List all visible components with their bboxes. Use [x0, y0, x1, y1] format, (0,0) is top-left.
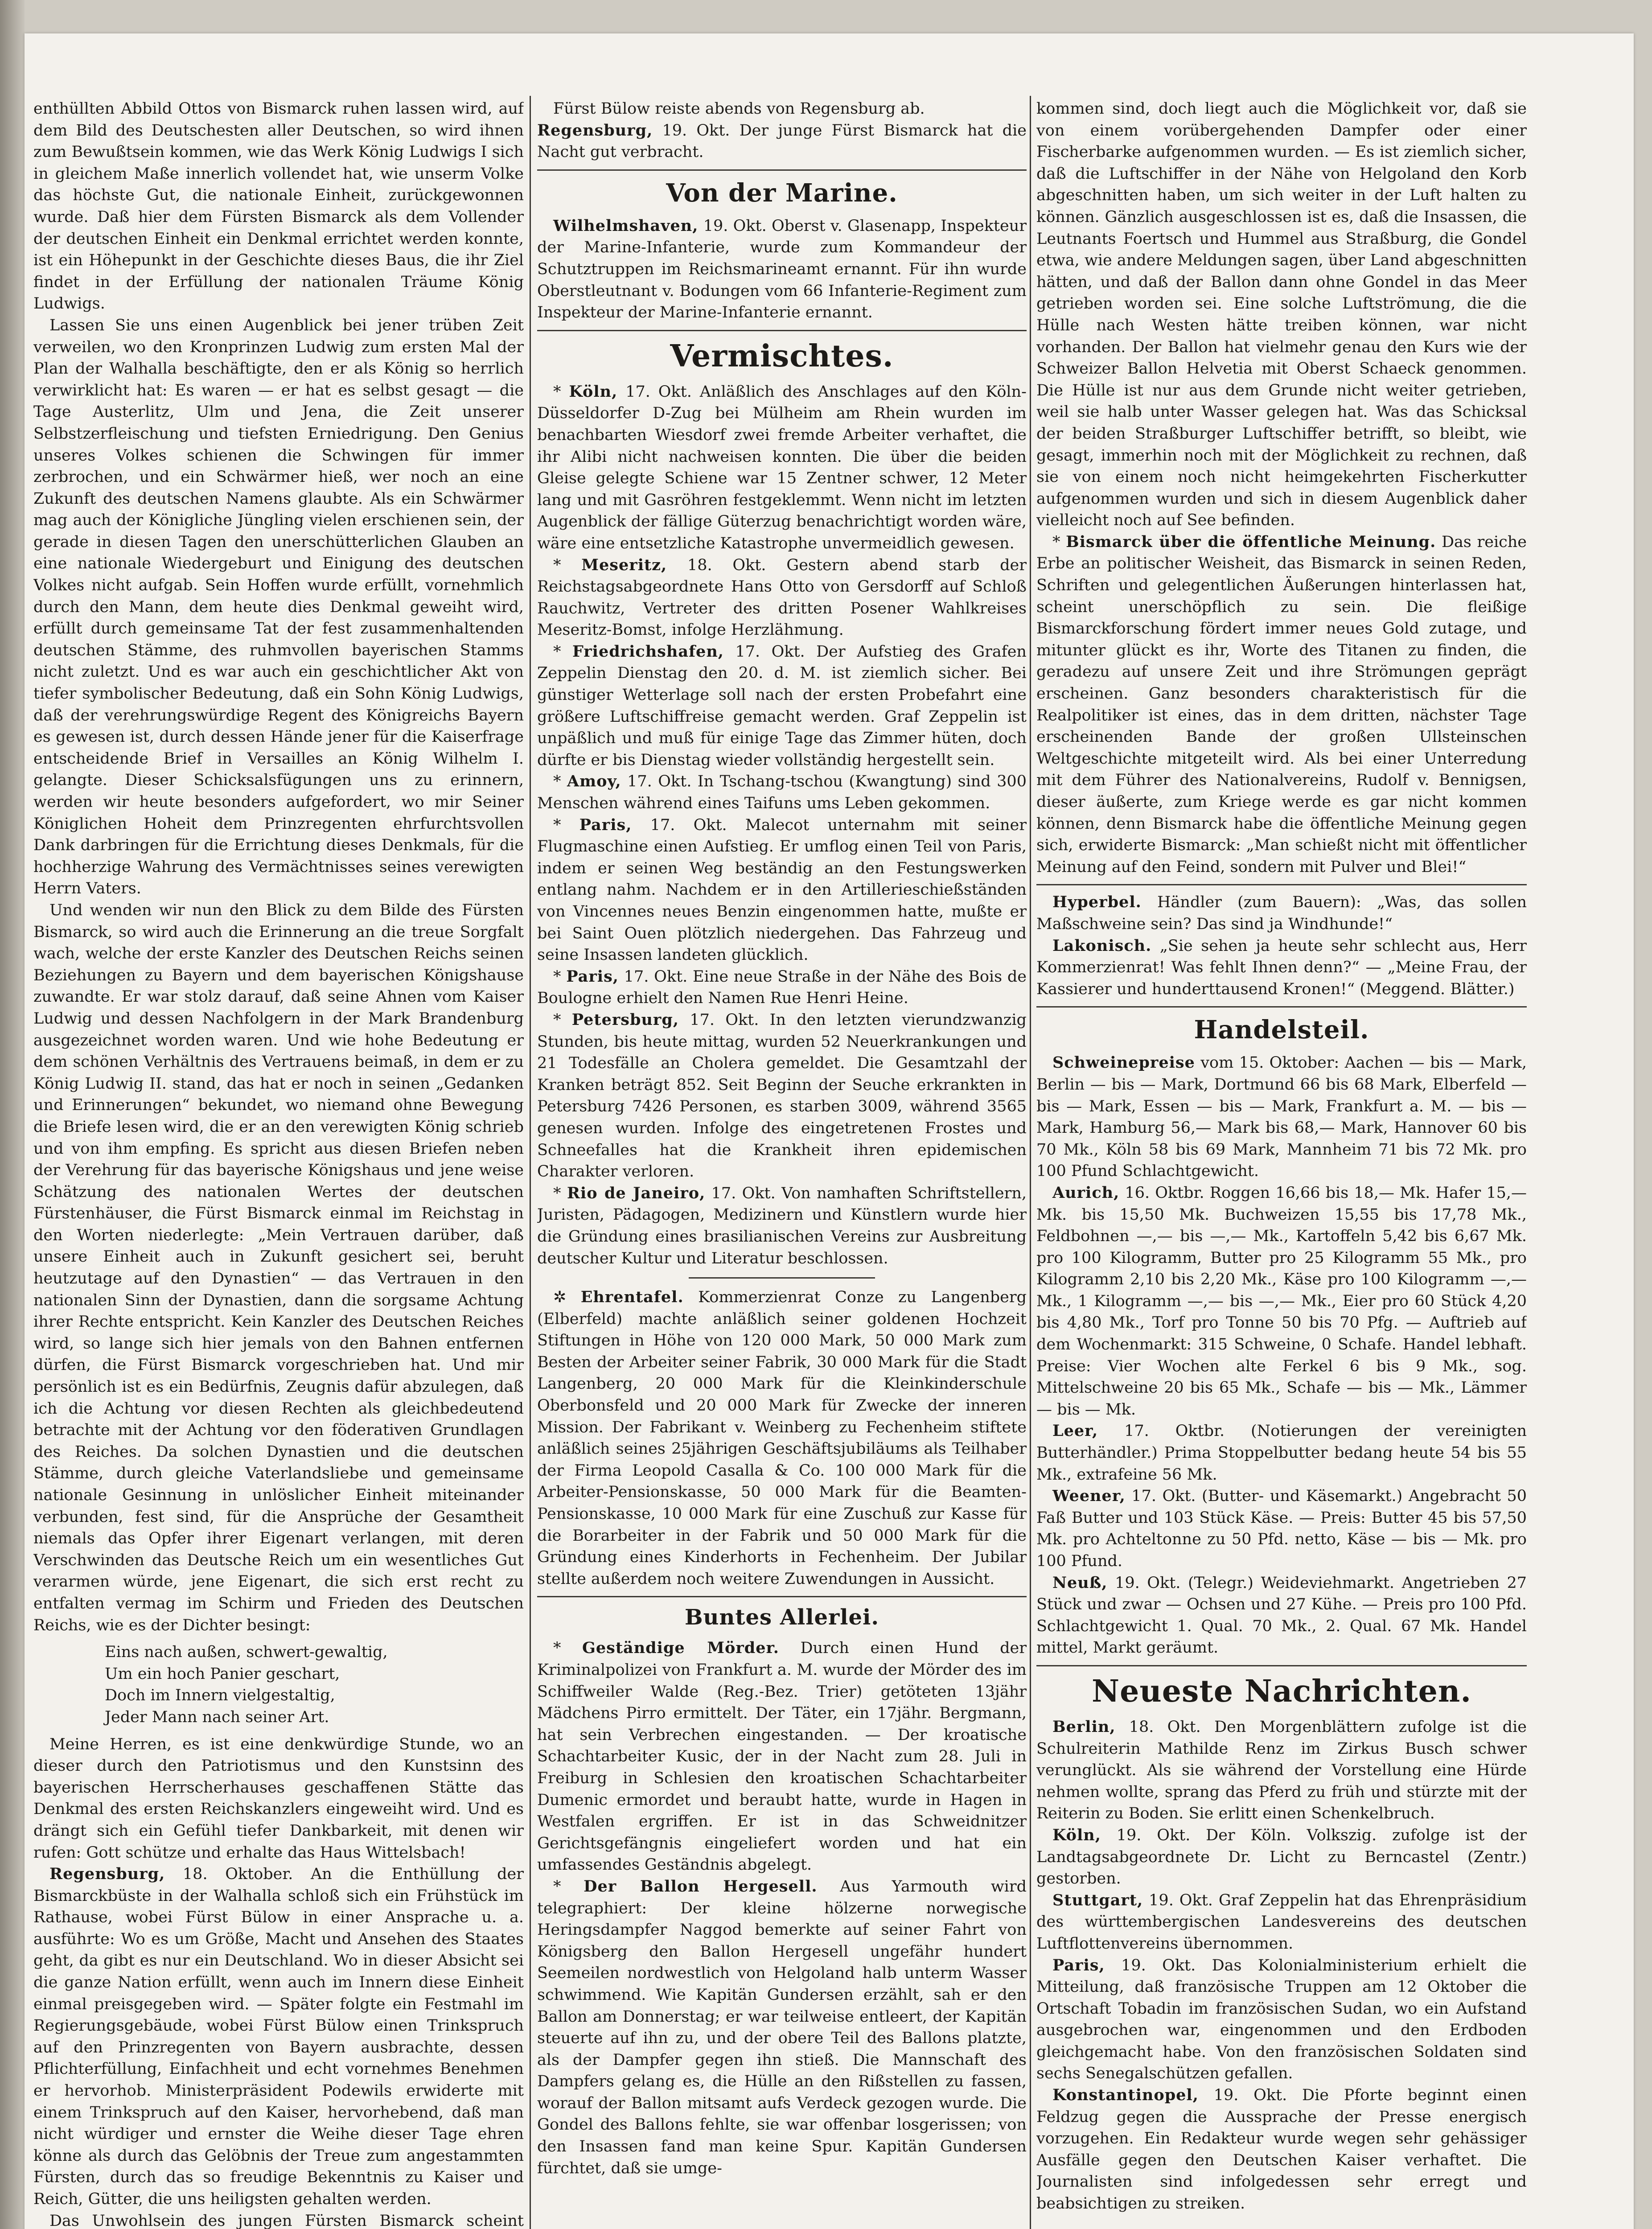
item-lead: Meseritz, [581, 555, 667, 574]
item-text: 19. Okt. Der junge Fürst Bismarck hat die Nacht gut verbracht. [537, 121, 1027, 161]
poem-line: Doch im Innern vielgestaltig, [105, 1686, 335, 1705]
item-lead: Amoy, [567, 772, 621, 791]
item-lead: Rio de Janeiro, [567, 1184, 706, 1202]
poem [105, 1641, 524, 1728]
column-rule [1030, 96, 1031, 2229]
news-item: * Paris, 17. Okt. Malecot unternahm mit seiner Flugmaschine einen Aufstieg. Er umflog einen Teil von Paris, indem er seinen Weg beständig an den Festungswerken entlang nahm. Nachdem er in den Artillerieschießständen von Vincennes neues Benzin eingenommen hatte, mußte er bei Saint Ouen plötzlich niedergehen. Das Fahrzeug und seine Insassen landeten glücklich. [537, 815, 1027, 964]
item-lead: Stuttgart, [1052, 1891, 1143, 1909]
item-text: 17. Okt. Von namhaften Schriftstellern, Juristen, Pädagogen, Medizinern und Künstlern wurde hier die Gründung eines brasilianischen Vereins zur Ausbreitung deutscher Kultur und Literatur beschlossen. [537, 1184, 1027, 1267]
item-lead: Geständige Mörder. [582, 1639, 779, 1657]
market-item [1036, 1572, 1527, 1659]
news-item [1036, 2085, 1527, 2215]
joke-item [1036, 935, 1527, 1000]
section-rule [1036, 1665, 1527, 1666]
paragraph: Fürst Bülow reiste abends von Regensburg ab. [553, 100, 925, 118]
news-item [1036, 1890, 1527, 1955]
item-lead: Aurich, [1052, 1183, 1120, 1202]
item-lead: Paris, [1052, 1956, 1105, 1974]
news-item: * Paris, 17. Okt. Eine neue Straße in der Nähe des Bois de Boulogne erhielt den Namen Rue Henri Heine. [537, 967, 1027, 1008]
item-text: Das reiche Erbe an politischer Weisheit, das Bismarck in seinen Reden, Schriften und gelegentlichen Äußerungen hinterlassen hat, scheint unerschöpflich zu sein. Die fleißige Bismarckforschung fördert immer neues Gold zutage, und mitunter glückt es ihr, Worte des Titanen zu finden, die geradezu auf unsere Zeit und ihre Strömungen geprägt erscheinen. Ganz besonders charakteristisch für die Realpolitiker ist eines, das in dem dritten, nächster Tage erscheinenden Bande der großen Ullsteinschen Weltgeschichte mitgeteilt wird. Als bei einer Unterredung mit dem Führer des Nationalvereins, Rudolf v. Bennigsen, dieser äußerte, zum Kriege werde es gar nicht kommen können, denn Bismarck habe die öffentliche Meinung gegen sich, erwiderte Bismarck: „Man schießt nicht mit öffentlicher Meinung auf den Feind, sondern mit Pulver und Blei!“ [1036, 533, 1527, 876]
news-item: * Der Ballon Hergesell. Aus Yarmouth wird telegraphiert: Der kleine hölzerne norwegische Heringsdampfer Naggod bemerkte auf seiner Fahrt von Königsberg den Ballon Hergesell ungefähr hundert Seemeilen nordwestlich von Helgoland halb unterm Wasser schwimmend. Wie Kapitän Gundersen erzählt, sah er den Ballon am Donnerstag; er war teilweise entleert, der Kapitän steuerte auf ihn zu, und der obere Teil des Ballons platzte, als der Dampfer gegen ihn stieß. Die Mannschaft des Dampfers gelang es, die Hülle an den Rißstellen zu fassen, worauf der Ballon mitsamt aufs Verdeck gezogen wurde. Die Gondel des Ballons fehlte, sie war offenbar losgerissen; von den Insassen fand man keine Spur. Kapitän Gundersen fürchtet, daß sie umge- [537, 1877, 1027, 2177]
section-title: Buntes Allerlei. [684, 1605, 879, 1630]
item-text: Händler (zum Bauern): „Was, das sollen Maßschweine sein? Das sind ja Windhunde!“ [1036, 893, 1527, 933]
item-text: 17. Okt. In Tschang-tschou (Kwangtung) sind 300 Menschen während eines Taifuns ums Leben gekommen. [537, 773, 1027, 813]
item-lead: Petersburg, [571, 1010, 679, 1029]
item-text: 17. Okt. Eine neue Straße in der Nähe des Bois de Boulogne erhielt den Namen Rue Henri Heine. [537, 967, 1027, 1008]
binding-edge [0, 0, 25, 2229]
market-item [1036, 1420, 1527, 1485]
item-lead: Berlin, [1052, 1717, 1116, 1736]
news-item: * Amoy, 17. Okt. In Tschang-tschou (Kwangtung) sind 300 Menschen während eines Taifuns ums Leben gekommen. [537, 772, 1027, 813]
item-text: Aus Yarmouth wird telegraphiert: Der kleine hölzerne norwegische Heringsdampfer Naggod bemerkte auf seiner Fahrt von Königsberg den Ballon Hergesell ungefähr hundert Seemeilen nordwestlich von Helgoland halb unterm Wasser schwimmend. Wie Kapitän Gundersen erzählt, sah er den Ballon am Donnerstag; er war teilweise entleert, der Kapitän steuerte auf ihn zu, und der obere Teil des Ballons platzte, als der Dampfer gegen ihn stieß. Die Mannschaft des Dampfers gelang es, die Hülle an den Rißstellen zu fassen, worauf der Ballon mitsamt aufs Verdeck gezogen wurde. Die Gondel des Ballons fehlte, sie war offenbar losgerissen; von den Insassen fand man keine Spur. Kapitän Gundersen fürchtet, daß sie umge- [537, 1877, 1027, 2177]
item-text: Kommerzienrat Conze zu Langenberg (Elberfeld) machte anläßlich seiner goldenen Hochzeit Stiftungen in Höhe von 120 000 Mark, 50 000 Mark zum Besten der Arbeiter seiner Fabrik, 30 000 Mark für die Stadt Langenberg, 20 000 Mark für die Kleinkinderschule Oberbonsfeld und 20 000 Mark für Zwecke der inneren Mission. Der Fabrikant v. Weinberg zu Fechenheim stiftete anläßlich seines 25jährigen Geschäftsjubiläums als Teilhaber der Firma Leopold Casalla & Co. 100 000 Mark für die Arbeiter-Pensionskasse, 50 000 Mark für die Beamten-Pensionskasse, 10 000 Mark für eine Zuschuß zur Kasse für die Borarbeiter in der Fabrik und 50 000 Mark für die Gründung eines Kinderhorts in Fechenheim. Der Jubilar stellte außerdem noch weitere Zuwendungen in Aussicht. [537, 1288, 1027, 1588]
poem-line: Jeder Mann nach seiner Art. [105, 1708, 329, 1726]
item-lead: Köln, [569, 382, 618, 401]
item-lead: Paris, [579, 815, 632, 834]
item-lead: Lakonisch. [1052, 936, 1152, 955]
paragraph: kommen sind, doch liegt auch die Möglichkeit vor, daß sie von einem vorübergehenden Dampfer oder einer Fischerbarke aufgenommen wurden. — Es ist ziemlich sicher, daß die Luftschiffer in der Nähe von Helgoland den Korb abgeschnitten haben, um sich weiter in der Luft halten zu können. Gänzlich ausgeschlossen ist es, daß die Insassen, die Leutnants Foertsch und Hummel aus Straßburg, die Gondel etwa, wie andere Meldungen sagen, über Land abgeschnitten hätten, und daß der Ballon dann ohne Gondel in das Meer getrieben worden sei. Eine solche Luftströmung, die die Hülle nach Westen hätte treiben können, war nicht vorhanden. Der Ballon hat vielmehr genau den Kurs wie der Schweizer Ballon Helvetia mit Oberst Schaeck genommen. Die Hülle ist nur aus dem Grunde nicht weiter getrieben, weil sie halb unter Wasser gelegen hat. Was das Schicksal der beiden Straßburger Luftschiffer betrifft, so bleibt, wie gesagt, immerhin noch mit der Möglichkeit zu rechnen, daß sie von einem noch nicht heimgekehrten Fischerkutter aufgenommen wurden und sich in diesem Augenblick daher vielleicht noch auf See befinden. [1036, 100, 1527, 530]
item-text: 19. Okt. Oberst v. Glasenapp, Inspekteur der Marine-Infanterie, wurde zum Kommandeur der Schutztruppen im Reichsmarineamt ernannt. Für ihn wurde Oberstleutnant v. Bodungen vom 66 Infanterie-Regiment zum Inspekteur der Marine-Infanterie ernannt. [537, 217, 1027, 322]
item-text: 18. Oktober. An die Enthüllung der Bismarckbüste in der Walhalla schloß sich ein Frühstück im Rathause, wobei Fürst Bülow in einer Ansprache u. a. ausführte: Wo es um Größe, Macht und Ansehen des Staates geht, da gibt es nur ein Deutschland. Wo in dieser Absicht sei die ganze Nation erfüllt, wenn auch im Innern diese Einheit einmal preisgegeben wird. — Später folgte ein Festmahl im Regierungsgebäude, wobei Fürst Bülow einen Trinkspruch auf den Prinzregenten von Bayern ausbrachte, dessen Pflichterfüllung, Einfachheit und echt vornehmes Benehmen er hervorhob. Ministerpräsident Podewils erwiderte mit einem Trinkspruch auf den Kaiser, hervorhebend, daß man nicht würdiger und ernster die Weihe dieser Tage ehren könne als durch das Gelöbnis der Treue zum angestammten Fürsten, durch das so freudige Bekenntnis zu Kaiser und Reich, Gütter, die uns heiligsten gehalten werden. [33, 1865, 524, 2208]
star-icon: ✲ [553, 1288, 567, 1307]
paragraph: Und wenden wir nun den Blick zu dem Bilde des Fürsten Bismarck, so wird auch die Erinnerung an die treue Sorgfalt wach, welche der erste Kanzler des Deutschen Reichs seinen Beziehungen zu Bayern und dem bayerischen Königshause zuwandte. Er war stolz darauf, daß seine Ahnen vom Kaiser Ludwig und dessen Nachfolgern in der Mark Brandenburg ausgezeichnet worden waren. Und wie hohe Bedeutung er dem schönen Verhältnis des Vertrauens beimaß, in dem er zu König Ludwig II. stand, das hat er noch in seinen „Gedanken und Erinnerungen“ bekundet, wo niemand ohne Bewegung die Briefe lesen wird, die er an den verewigten König schrieb und von ihm empfing. Es spricht aus diesen Briefen neben der Verehrung für das bayerische Königshaus und jene weise Schätzung des nationalen Wertes der deutschen Fürstenhäuser, die Fürst Bismarck einmal im Reichstag in den Worten niederlegte: „Mein Vertrauen darüber, daß unsere Einheit auch in Zukunft gesichert sei, beruht heutzutage auf den Dynastien“ — das Vertrauen in den nationalen Sinn der Dynastien, dann die sorgsame Achtung ihrer Rechte entspricht. Kein Kanzler des Deutschen Reiches wird, so lange sich hier jemals von den Bahnen entfernen dürfen, die Fürst Bismarck vorgeschrieben hat. Und mir persönlich ist es ein Bedürfnis, Zeugnis dafür abzulegen, daß ich die Achtung vor diesen Rechten als gleichbedeutend betrachte mit der Achtung vor den föderativen Grundlagen des Reiches. Da solchen Dynastien und die deutschen Stämme, durch gleiche Vaterlandsliebe und gemeinsame nationale Gesinnung in unlöslicher Einheit miteinander verbunden, fest sind, für die Ansprüche der Gesamtheit niemals das Opfer ihrer Eigenart verlangen, mit deren Verschwinden das Deutsche Reich um ein wesentliches Gut verarmen würde, jene Eigenart, die sich erst recht zu entfalten vermag im Schirm und Frieden des Deutschen Reichs, wie es der Dichter besingt: [33, 901, 524, 1634]
item-lead: Ehrentafel. [580, 1288, 684, 1307]
item-lead: Bismarck über die öffentliche Meinung. [1066, 532, 1436, 551]
item-text: „Sie sehen ja heute sehr schlecht aus, Herr Kommerzienrat! Was fehlt Ihnen denn?“ — „Meine Frau, der Kassierer und hunderttausend Kronen!“ (Meggend. Blätter.) [1036, 937, 1527, 998]
item-lead: Konstantinopel, [1052, 2086, 1199, 2105]
column-3 [1036, 98, 1527, 2229]
news-item: * Friedrichshafen, 17. Okt. Der Aufstieg des Grafen Zeppelin Dienstag den 20. d. M. ist ziemlich sicher. Bei günstiger Wetterlage soll nach der ersten Probefahrt eine größere Luftschiffreise gemacht werden. Graf Zeppelin ist unpäßlich und muß für einige Tage das Zimmer hüten, doch dürfte er bis Dienstag wieder vollständig hergestellt sein. [537, 642, 1027, 769]
item-text: 17. Okt. (Butter- und Käsemarkt.) Angebracht 50 Faß Butter und 103 Stück Käse. — Preis: Butter 45 bis 57,50 Mk. pro Achteltonne zu 50 Pfd. netto, Käse — bis — Mk. pro 100 Pfund. [1036, 1487, 1527, 1570]
section-rule [1036, 884, 1527, 885]
item-text: vom 15. Oktober: Aachen — bis — Mark, Berlin — bis — Mark, Dortmund 66 bis 68 Mark, Elberfeld — bis — Mark, Essen — bis — Mark, Frankfurt a. M. — bis — Mark, Hamburg 56,— Mark bis 68,— Mark, Hannover 60 bis 70 Mk., Köln 58 bis 69 Mark, Mannheim 71 bis 72 Mk. pro 100 Pfund Schlachtgewicht. [1036, 1054, 1527, 1180]
news-item: * Köln, 17. Okt. Anläßlich des Anschlages auf den Köln-Düsseldorfer D-Zug bei Mülheim am Rhein wurden im benachbarten Wiesdorf zwei fremde Arbeiter verhaftet, die ihr Alibi nicht nachweisen konnten. Die über die beiden Gleise gelegte Schiene war 15 Zentner schwer, 12 Meter lang und mit Gasröhren festgeklemmt. Wenn nicht im letzten Augenblick der fällige Güterzug benachrichtigt worden wäre, wäre eine entsetzliche Katastrophe unvermeidlich gewesen. [537, 382, 1027, 552]
item-text: 19. Okt. Die Pforte beginnt einen Feldzug gegen die Aussprache der Presse energisch vorzugehen. Ein Redakteur wurde wegen sehr gehässiger Ausfälle gegen den Deutschen Kaiser verhaftet. Die Journalisten sind infolgedessen sehr erregt und beabsichtigen zu streiken. [1036, 2086, 1527, 2213]
item-lead: Schweinepreise [1052, 1053, 1195, 1072]
joke-item [1036, 892, 1527, 935]
item-lead: Köln, [1052, 1826, 1101, 1844]
item-lead: Paris, [566, 967, 619, 986]
news-item [1036, 1716, 1527, 1825]
item-text: 19. Okt. (Telegr.) Weideviehmarkt. Angetrieben 27 Stück und zwar — Ochsen und 27 Kühe. — Preis pro 100 Pfd. Schlachtgewicht 1. Qual. 70 Mk., 2. Qual. 67 Mk. Handel mittel, Markt geräumt. [1036, 1574, 1527, 1657]
item-text: 19. Okt. Der Köln. Volkszig. zufolge ist der Landtagsabgeordnete Dr. Licht zu Berncastel (Zentr.) gestorben. [1036, 1826, 1527, 1888]
section-rule [537, 169, 1027, 171]
section-rule [537, 330, 1027, 331]
news-item [537, 1287, 1027, 1590]
item-text: 17. Okt. Malecot unternahm mit seiner Flugmaschine einen Aufstieg. Er umflog einen Teil von Paris, indem er seinen Weg beständig an den Festungswerken entlang nahm. Nachdem er in den Artillerieschießständen von Vincennes neues Benzin eingenommen hatte, mußte er bei Saint Ouen plötzlich niedergehen. Das Fahrzeug und seine Insassen landeten glücklich. [537, 816, 1027, 964]
item-text: 19. Okt. Das Kolonialministerium erhielt die Mitteilung, daß französische Truppen am 12 Oktober die Ortschaft Tobadin im französischen Sudan, wo ein Aufstand ausgebrochen war, eingenommen und den Erdboden gleichgemacht habe. Von den französischen Soldaten sind sechs Senegalschützen gefallen. [1036, 1956, 1527, 2083]
section-title: Neueste Nachrichten. [1091, 1673, 1472, 1709]
item-lead: Regensburg, [49, 1865, 165, 1884]
column-2 [537, 98, 1027, 2229]
item-text: 17. Okt. Der Aufstieg des Grafen Zeppelin Dienstag den 20. d. M. ist ziemlich sicher. Bei günstiger Wetterlage soll nach der ersten Probefahrt eine größere Luftschiffreise gemacht werden. Graf Zeppelin ist unpäßlich und muß für einige Tage das Zimmer hüten, doch dürfte er bis Dienstag wieder vollständig hergestellt sein. [537, 642, 1027, 769]
item-lead: Wilhelmshaven, [553, 216, 699, 235]
market-item [1036, 1052, 1527, 1182]
item-lead: Weener, [1052, 1487, 1126, 1505]
news-item [537, 120, 1027, 163]
newspaper-page [25, 33, 1634, 2229]
item-lead: Hyperbel. [1052, 893, 1142, 912]
news-item: * Rio de Janeiro, 17. Okt. Von namhaften Schriftstellern, Juristen, Pädagogen, Medizinern und Künstlern wurde hier die Gründung eines brasilianischen Vereins zur Ausbreitung deutscher Kultur und Literatur beschlossen. [537, 1184, 1027, 1267]
item-lead: Leer, [1052, 1422, 1098, 1440]
paragraph: Das Unwohlsein des jungen Fürsten Bismarck scheint [49, 2212, 524, 2229]
news-item: * Meseritz, 18. Okt. Gestern abend starb der Reichstagsabgeordnete Hans Otto von Gersdorff auf Schloß Rauchwitz, Vertreter des dritten Posener Wahlkreises Meseritz-Bomst, infolge Herzlähmung. [537, 555, 1027, 639]
section-title: Handelsteil. [1194, 1015, 1369, 1045]
paragraph: Meine Herren, es ist eine denkwürdige Stunde, wo an dieser durch den Patriotismus und den Kunstsinn des bayerischen Herrscherhauses geschaffenen Stätte das Denkmal des ersten Reichskanzlers eingeweiht wird. Und es drängt sich ein Gefühl tiefer Dankbarkeit, mit denen wir rufen: Gott schütze und erhalte das Haus Wittelsbach! [33, 1735, 524, 1862]
section-title: Vermischtes. [670, 338, 894, 374]
market-item [1036, 1182, 1527, 1421]
item-lead: Regensburg, [537, 121, 653, 140]
poem-line: Eins nach außen, schwert-gewaltig, [105, 1643, 388, 1661]
item-lead: Friedrichshafen, [572, 642, 724, 661]
section-rule [1036, 1006, 1527, 1008]
paragraph: Lassen Sie uns einen Augenblick bei jener trüben Zeit verweilen, wo den Kronprinzen Ludwig zum ersten Mal der Plan der Walhalla beschäftigte, den er als König so herrlich verwirklicht hat: Es waren — er hat es selbst gesagt — die Tage Austerlitz, Ulm und Jena, die Zeit unserer Selbstzerfleischung und tiefsten Erniedrigung. Den Genius unseres Volkes schienen die Schwingen für immer zerbrochen, und ein Schwärmer hieß, wer noch an eine Zukunft des deutschen Namens glaubte. Als ein Schwärmer mag auch der Königliche Jüngling vielen erschienen sein, der gerade in diesen Tagen den unerschütterlichen Glauben an eine nationale Wiedergeburt und Einigung des deutschen Volkes nicht aufgab. Sein Hoffen wurde erfüllt, vornehmlich durch den Mann, dem heute dies Denkmal geweiht wird, erfüllt durch gemeinsame Tat der fest zusammenhaltenden deutschen Stämme, des ruhmvollen bayerischen Stamms nicht zuletzt. Und es war auch ein geschichtlicher Akt von tiefer symbolischer Bedeutung, daß ein Sohn König Ludwigs, daß der verehrungswürdige Regent des Königreichs Bayern es gewesen ist, durch dessen Hände jener für die Kaiserfrage entscheidende Brief in Versailles an König Wilhelm I. gelangte. Dieser Schicksalsfügungen uns zu erinnern, werden wir heute besonders aufgefordert, wo mir Seiner Königlichen Hoheit dem Prinzregenten ehrfurchtsvollen Dank darbringen für die Errichtung dieses Denkmals, für die hochherzige Wahrung des Vermächtnisses seines verewigten Herrn Vaters. [33, 316, 524, 898]
news-item [1036, 1825, 1527, 1890]
item-text: 18. Okt. Gestern abend starb der Reichstagsabgeordnete Hans Otto von Gersdorff auf Schloß Rauchwitz, Vertreter des dritten Posener Wahlkreises Meseritz-Bomst, infolge Herzlähmung. [537, 556, 1027, 639]
item-lead: Der Ballon Hergesell. [584, 1877, 818, 1896]
paragraph: enthüllten Abbild Ottos von Bismarck ruhen lassen wird, auf dem Bild des Deutschesten aller Deutschen, so wird ihnen zum Bewußtsein kommen, wie das Werk König Ludwigs I sich in gleichem Maße innerlich vollendet hat, wie unserm Volke das höchste Gut, die nationale Einheit, zurückgewonnen wurde. Daß hier dem Fürsten Bismarck als dem Vollender der deutschen Einheit ein Denkmal errichtet werden konnte, ist ein Höhepunkt in der Geschichte dieses Baus, die ihr Ziel findet in der Erfüllung der nationalen Träume König Ludwigs. [33, 100, 524, 313]
section-rule [537, 1596, 1027, 1597]
item-text: Durch einen Hund der Kriminalpolizei von Frankfurt a. M. wurde der Mörder des im Schiffweiler Walde (Reg.-Bez. Trier) getöteten 13jähr Mädchens Pirro ermittelt. Der Täter, ein 17jähr. Bergmann, hat sein Verbrechen eingestanden. — Der kroatische Schachtarbeiter Kusic, der in der Nacht zum 28. Juli in Freiburg in Schlesien den kroatischen Schachtarbeiter Dumenic ermordet und beraubt hatte, wurde in Hagen in Westfalen ergriffen. Er ist in das Schweidnitzer Gerichtsgefängnis eingeliefert worden und hat ein umfassendes Geständnis abgelegt. [537, 1639, 1027, 1874]
short-rule [689, 1277, 875, 1279]
section-title: Von der Marine. [666, 178, 898, 208]
news-item [537, 215, 1027, 324]
item-text: 17. Okt. Anläßlich des Anschlages auf den Köln-Düsseldorfer D-Zug bei Mülheim am Rhein wurden im benachbarten Wiesdorf zwei fremde Arbeiter verhaftet, die ihr Alibi nicht nachweisen konnten. Die über die beiden Gleise gelegte Schiene war 15 Zentner schwer, 12 Meter lang und mit Gasröhren festgeklemmt. Wenn nicht im letzten Augenblick der fällige Güterzug benachrichtigt worden wäre, wäre eine entsetzliche Katastrophe unvermeidlich gewesen. [537, 382, 1027, 552]
column-rule [530, 96, 531, 2229]
item-text: 19. Okt. Graf Zeppelin hat das Ehrenpräsidium des württembergischen Landesvereins des deutschen Luftflottenvereins übernommen. [1036, 1891, 1527, 1953]
item-lead: Neuß, [1052, 1573, 1108, 1592]
news-item: * Petersburg, 17. Okt. In den letzten vierundzwanzig Stunden, bis heute mittag, wurden 52 Neuerkrankungen und 21 Todesfälle an Cholera gemeldet. Die Gesamtzahl der Kranken beträgt 852. Seit Beginn der Seuche erkrankten in Petersburg 7426 Personen, es starben 3009, während 3565 genesen wurden. Infolge des eingetretenen Frostes und Schneefalles hat die Krankheit ihren epidemischen Charakter verloren. [537, 1010, 1027, 1181]
poem-line: Um ein hoch Panier geschart, [105, 1665, 340, 1683]
market-item [1036, 1485, 1527, 1572]
news-item: * Bismarck über die öffentliche Meinung. Das reiche Erbe an politischer Weisheit, das Bismarck in seinen Reden, Schriften und gelegentlichen Äußerungen hinterlassen hat, scheint unerschöpflich zu sein. Die fleißige Bismarckforschung fördert immer neues Gold zutage, und mitunter glückt es ihr, Worte des Titanen zu finden, die geradezu auf unsere Zeit und ihre Strömungen geprägt erscheinen. Ganz besonders charakteristisch für die Realpolitiker ist eines, das in dem dritten, nächster Tage erscheinenden Bande der großen Ullsteinschen Weltgeschichte mitgeteilt wird. Als bei einer Unterredung mit dem Führer des Nationalvereins, Rudolf v. Bennigsen, dieser äußerte, zum Kriege werde es gar nicht kommen können, denn Bismarck habe die öffentliche Meinung gegen sich, erwiderte Bismarck: „Man schießt nicht mit öffentlicher Meinung auf den Feind, sondern mit Pulver und Blei!“ [1036, 532, 1527, 876]
news-item: * Geständige Mörder. Durch einen Hund der Kriminalpolizei von Frankfurt a. M. wurde der Mörder des im Schiffweiler Walde (Reg.-Bez. Trier) getöteten 13jähr Mädchens Pirro ermittelt. Der Täter, ein 17jähr. Bergmann, hat sein Verbrechen eingestanden. — Der kroatische Schachtarbeiter Kusic, der in der Nacht zum 28. Juli in Freiburg in Schlesien den kroatischen Schachtarbeiter Dumenic ermordet und beraubt hatte, wurde in Hagen in Westfalen ergriffen. Er ist in das Schweidnitzer Gerichtsgefängnis eingeliefert worden und hat ein umfassendes Geständnis abgelegt. [537, 1639, 1027, 1874]
item-text: 18. Okt. Den Morgenblättern zufolge ist die Schulreiterin Mathilde Renz im Zirkus Busch schwer verunglückt. Als sie während der Vorstellung eine Hürde nehmen wollte, sprang das Pferd zu früh und stürzte mit der Reiterin zu Boden. Sie erlitt einen Schenkelbruch. [1036, 1718, 1527, 1823]
news-item [33, 1863, 524, 2210]
item-text: 17. Okt. In den letzten vierundzwanzig Stunden, bis heute mittag, wurden 52 Neuerkrankungen und 21 Todesfälle an Cholera gemeldet. Die Gesamtzahl der Kranken beträgt 852. Seit Beginn der Seuche erkrankten in Petersburg 7426 Personen, es starben 3009, während 3565 genesen wurden. Infolge des eingetretenen Frostes und Schneefalles hat die Krankheit ihren epidemischen Charakter verloren. [537, 1011, 1027, 1181]
news-item [1036, 1955, 1527, 2085]
column-1 [33, 98, 524, 2229]
item-text: 16. Oktbr. Roggen 16,66 bis 18,— Mk. Hafer 15,— Mk. bis 15,50 Mk. Buchweizen 15,55 bis 17,78 Mk., Feldbohnen —,— bis —,— Mk., Kartoffeln 5,42 bis 6,67 Mk. pro 100 Kilogramm, Butter pro 25 Kilogramm 55 Mk., pro Kilogramm 2,10 bis 2,20 Mk., Käse pro 100 Kilogramm —,— Mk., 1 Kilogramm —,— bis —,— Mk., Eier pro 60 Stück 4,20 bis 4,80 Mk., Torf pro Tonne 50 bis 70 Pfg. — Auftrieb auf dem Wochenmarkt: 315 Schweine, 0 Schafe. Handel lebhaft. Preise: Vier Wochen alte Ferkel 6 bis 9 Mk., sog. Mittelschweine 20 bis 65 Mk., Schafe — bis — Mk., Lämmer — bis — Mk. [1036, 1184, 1527, 1419]
item-text: 17. Oktbr. (Notierungen der vereinigten Butterhändler.) Prima Stoppelbutter bedang heute 54 bis 55 Mk., extrafeine 56 Mk. [1036, 1422, 1527, 1484]
